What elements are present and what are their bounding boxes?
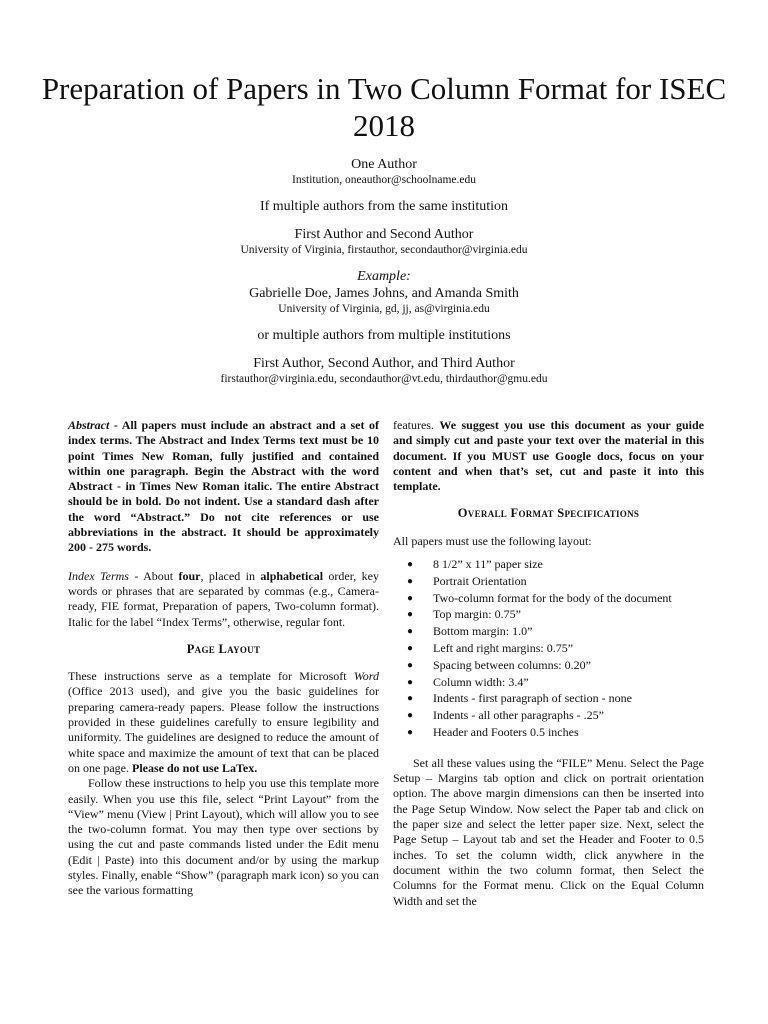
left-column — [68, 418, 379, 899]
list-item-text: Left and right margins: 0.75” — [433, 641, 574, 656]
author-affiliation-multiple-institutions: firstauthor@virginia.edu, secondauthor@vt.edu, thirdauthor@gmu.edu — [220, 373, 548, 385]
list-item — [407, 557, 704, 572]
bullet-icon: ● — [407, 575, 414, 587]
continued-text: features. — [393, 418, 440, 432]
list-item-text: Bottom margin: 1.0” — [433, 624, 533, 639]
author-note-multiple-institutions: or multiple authors from multiple institutions — [257, 328, 511, 343]
index-terms-label: Index Terms — [68, 568, 129, 583]
bullet-icon: ● — [407, 626, 414, 638]
author-note-same-institution: If multiple authors from the same institution — [259, 199, 509, 214]
format-instructions-paragraph: Set all these values using the “FILE” Menu. Select the Page Setup – Margins tab option and click on portrait orientation option. The above margin dimensions can then be inserted into the Page Setup Window. Now select the Paper tab and click on the paper size and select the letter paper size. Next, select the Page Setup – Layout tab and set the Header and Footer to 0.5 inches. To set the column width, click anywhere in the document within the two column format, then Select the Columns for the Format menu. Click on the Equal Column Width and set the — [393, 755, 704, 908]
paper-title: Preparation of Papers in Two Column Format for ISEC 2018 — [41, 71, 727, 143]
list-item-text: Spacing between columns: 0.20” — [433, 657, 591, 672]
example-affiliation: University of Virginia, gd, jj, as@virginia.edu — [278, 303, 490, 315]
page-layout-paragraph-2: Follow these instructions to help you use this template more easily. When you use this file, select “Print Layout” from the “View” menu (View | Print Layout), which will allow you to see the two-column format. You may then type over sections by using the cut and paste commands listed under the Edit menu (Edit | Paste) into this document and/or by using the markup styles. Finally, enable “Show” (paragraph mark icon) so you can see the various formatting — [68, 776, 379, 898]
bullet-icon: ● — [407, 609, 414, 621]
page-layout-p1-text-a: These instructions serve as a template for Microsoft — [68, 669, 354, 684]
abstract-label: Abstract — [68, 418, 110, 432]
author-names-same-institution: First Author and Second Author — [294, 227, 474, 242]
specs-list — [393, 557, 704, 740]
index-terms-paragraph — [68, 569, 379, 630]
abstract-text: All papers must include an abstract and a set of index terms. The Abstract and Index Terms text must be 10 point Times New Roman, fully justified and contained within one paragraph. Begin the Abstract with the word Abstract - in Times New Roman italic. The entire Abstract should be in bold. Do not indent. Use a standard dash after the word “Abstract.” Do not cite references or use abbreviations in the abstract. It should be approximately 200 - 275 words. — [68, 418, 379, 555]
author-affiliation-single: Institution, oneauthor@schoolname.edu — [291, 174, 476, 186]
list-item-text: 8 1/2” x 11” paper size — [433, 557, 543, 572]
example-author-names: Gabrielle Doe, James Johns, and Amanda Smith — [249, 286, 519, 301]
bullet-icon: ● — [407, 710, 414, 722]
list-item-text: Top margin: 0.75” — [433, 607, 521, 622]
page-layout-paragraph-1 — [68, 669, 379, 776]
page-layout-p1-word: Word — [353, 669, 379, 684]
list-item — [407, 725, 704, 740]
list-item-text: Header and Footers 0.5 inches — [433, 725, 579, 740]
bullet-icon: ● — [407, 693, 414, 705]
continued-bold-text: We suggest you use this document as your guide and simply cut and paste your text over the material in this document. If you MUST use Google docs, focus on your content and when that’s set, cut and paste it into this template. — [393, 418, 704, 494]
list-item — [407, 607, 704, 622]
list-item — [407, 573, 704, 589]
abstract-dash: - — [109, 418, 122, 432]
list-item-text: Two-column format for the body of the document — [433, 590, 672, 605]
page-layout-p1-bold: Please do not use LaTex. — [131, 760, 258, 775]
author-name-single: One Author — [351, 157, 417, 172]
continued-paragraph — [393, 418, 704, 494]
bullet-icon: ● — [407, 727, 414, 739]
list-item-text: Indents - first paragraph of section - none — [433, 691, 632, 706]
abstract-paragraph — [68, 418, 379, 556]
index-terms-text-1: - About — [128, 568, 179, 583]
specs-intro: All papers must use the following layout: — [393, 533, 592, 548]
author-block — [40, 156, 728, 386]
index-terms-bold-four: four — [178, 568, 201, 583]
index-terms-bold-alphabetical: alphabetical — [260, 568, 324, 583]
page-layout-p1-text-b: (Office 2013 used), and give you the basic guidelines for preparing camera-ready papers. Please follow the instructions provided in these guidelines carefully to ensure legibility and uniformity. The guidelines are designed to reduce the amount of white space and maximize the amount of text that can be placed on one page. — [68, 684, 379, 775]
list-item — [407, 590, 704, 606]
bullet-icon: ● — [407, 676, 414, 688]
bullet-icon: ● — [407, 559, 414, 571]
list-item-text: Portrait Orientation — [433, 573, 527, 588]
list-item — [407, 624, 704, 639]
section-heading-page-layout: Page Layout — [186, 641, 261, 656]
author-affiliation-same-institution: University of Virginia, firstauthor, secondauthor@virginia.edu — [240, 244, 528, 256]
list-item — [407, 708, 704, 723]
bullet-icon: ● — [407, 659, 414, 671]
right-column — [393, 418, 704, 909]
list-item — [407, 657, 704, 673]
section-heading-format-specs: Overall Format Specifications — [457, 506, 640, 521]
example-label: Example: — [357, 269, 411, 284]
author-names-multiple-institutions: First Author, Second Author, and Third Author — [253, 356, 515, 371]
index-terms-text-3: order, key words or phrases that are separated by commas (e.g., Camera-ready, FIE format, Preparation of papers, Two-column format). Italic for the label “Index Terms”, otherwise, regular font. — [68, 568, 379, 629]
index-terms-text-2: , placed in — [200, 568, 261, 583]
list-item — [407, 641, 704, 656]
bullet-icon: ● — [407, 592, 414, 604]
list-item-text: Indents - all other paragraphs - .25” — [433, 708, 604, 723]
list-item-text: Column width: 3.4” — [433, 674, 529, 689]
bullet-icon: ● — [407, 643, 414, 655]
list-item — [407, 691, 704, 706]
list-item — [407, 674, 704, 690]
